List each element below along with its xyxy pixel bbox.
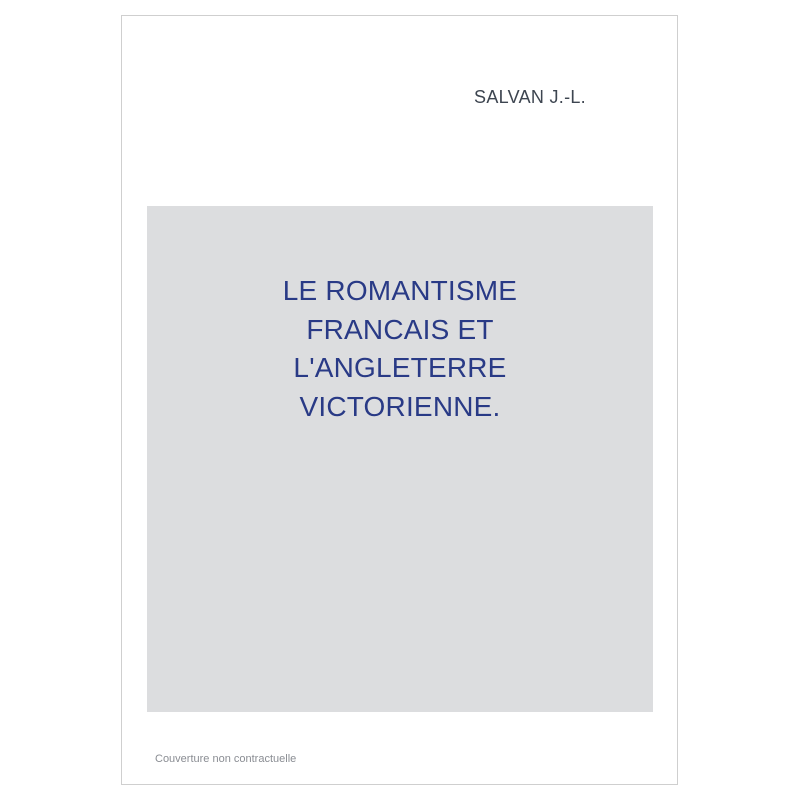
- title-line: FRANCAIS ET: [306, 313, 494, 345]
- cover-disclaimer: Couverture non contractuelle: [155, 753, 297, 765]
- book-title: [147, 272, 653, 426]
- title-panel: [147, 206, 653, 712]
- author-name: SALVAN J.-L.: [474, 87, 586, 107]
- title-line: LE ROMANTISME: [282, 275, 518, 306]
- title-line: VICTORIENNE.: [299, 390, 501, 422]
- title-line: L'ANGLETERRE: [293, 352, 507, 383]
